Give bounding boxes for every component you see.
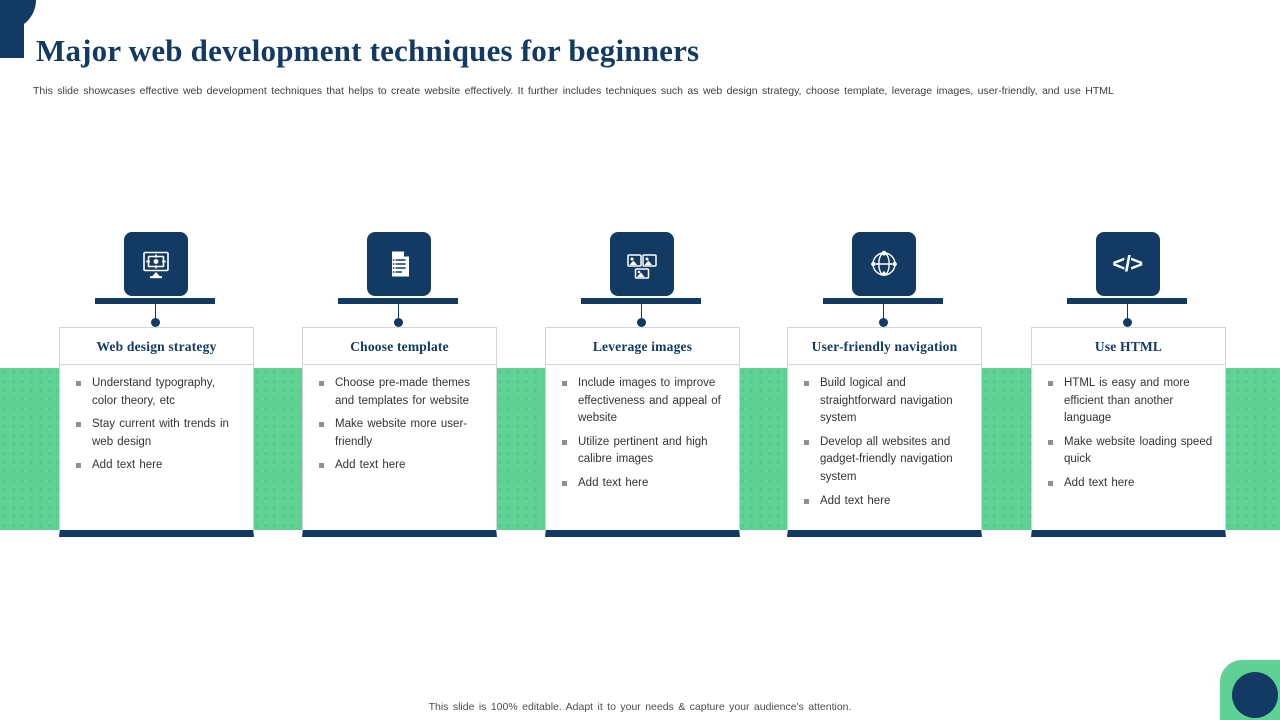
connector-dot <box>151 318 160 327</box>
technique-card <box>787 327 982 537</box>
card-bullet-list <box>798 375 971 510</box>
icon-container <box>520 232 763 296</box>
list-item: Make website loading speed quick <box>1046 434 1213 469</box>
page-title: Major web development techniques for beginners <box>36 33 700 68</box>
technique-column-use-html <box>1006 232 1249 489</box>
list-item: Add text here <box>317 457 484 475</box>
list-item: Add text here <box>1046 475 1213 493</box>
card-bullet-list <box>1042 375 1215 493</box>
technique-card <box>1031 327 1226 537</box>
card-bullet-list <box>313 375 486 475</box>
list-item: Add text here <box>560 475 727 493</box>
code-tags-glyph: </> <box>1112 251 1143 276</box>
connector-dot <box>637 318 646 327</box>
card-title: Web design strategy <box>60 339 253 365</box>
decor-bar-top-left <box>0 24 24 58</box>
card-bullet-list <box>556 375 729 493</box>
list-item: HTML is easy and more efficient than another language <box>1046 375 1213 428</box>
list-item: Add text here <box>74 457 241 475</box>
icon-container <box>1006 232 1249 296</box>
images-gallery-icon <box>610 232 674 296</box>
icon-container <box>277 232 520 296</box>
technique-card <box>59 327 254 537</box>
list-item: Develop all websites and gadget-friendly navigation system <box>802 434 969 487</box>
list-item: Choose pre-made themes and templates for website <box>317 375 484 410</box>
list-item: Include images to improve effectiveness and appeal of website <box>560 375 727 428</box>
footer-note: This slide is 100% editable. Adapt it to your needs & capture your audience's attention. <box>428 701 852 713</box>
monitor-design-icon <box>124 232 188 296</box>
icon-container <box>34 232 277 296</box>
connector-dot <box>394 318 403 327</box>
card-title: Choose template <box>303 339 496 365</box>
list-item: Understand typography, color theory, etc <box>74 375 241 410</box>
code-tags-icon <box>1096 232 1160 296</box>
navigation-network-icon <box>852 232 916 296</box>
page-subtitle: This slide showcases effective web development techniques that helps to create website effectively. It further includes techniques such as web design strategy, choose template, leverage images, user-friendly, and use HTML <box>33 85 1114 97</box>
list-item: Utilize pertinent and high calibre images <box>560 434 727 469</box>
card-bullet-list <box>70 375 243 475</box>
technique-column-choose-template <box>277 232 520 472</box>
decor-circle-bottom-right <box>1232 672 1278 718</box>
document-template-icon <box>367 232 431 296</box>
technique-card <box>302 327 497 537</box>
technique-card <box>545 327 740 537</box>
card-title: User-friendly navigation <box>788 339 981 365</box>
list-item: Stay current with trends in web design <box>74 416 241 451</box>
list-item: Make website more user-friendly <box>317 416 484 451</box>
technique-column-user-friendly-navigation <box>762 232 1005 507</box>
connector-dot <box>1123 318 1132 327</box>
icon-container <box>762 232 1005 296</box>
technique-column-leverage-images <box>520 232 763 489</box>
connector-dot <box>879 318 888 327</box>
list-item: Build logical and straightforward navigation system <box>802 375 969 428</box>
technique-column-web-design-strategy <box>34 232 277 472</box>
techniques-row <box>0 232 1280 542</box>
list-item: Add text here <box>802 493 969 511</box>
card-title: Use HTML <box>1032 339 1225 365</box>
card-title: Leverage images <box>546 339 739 365</box>
